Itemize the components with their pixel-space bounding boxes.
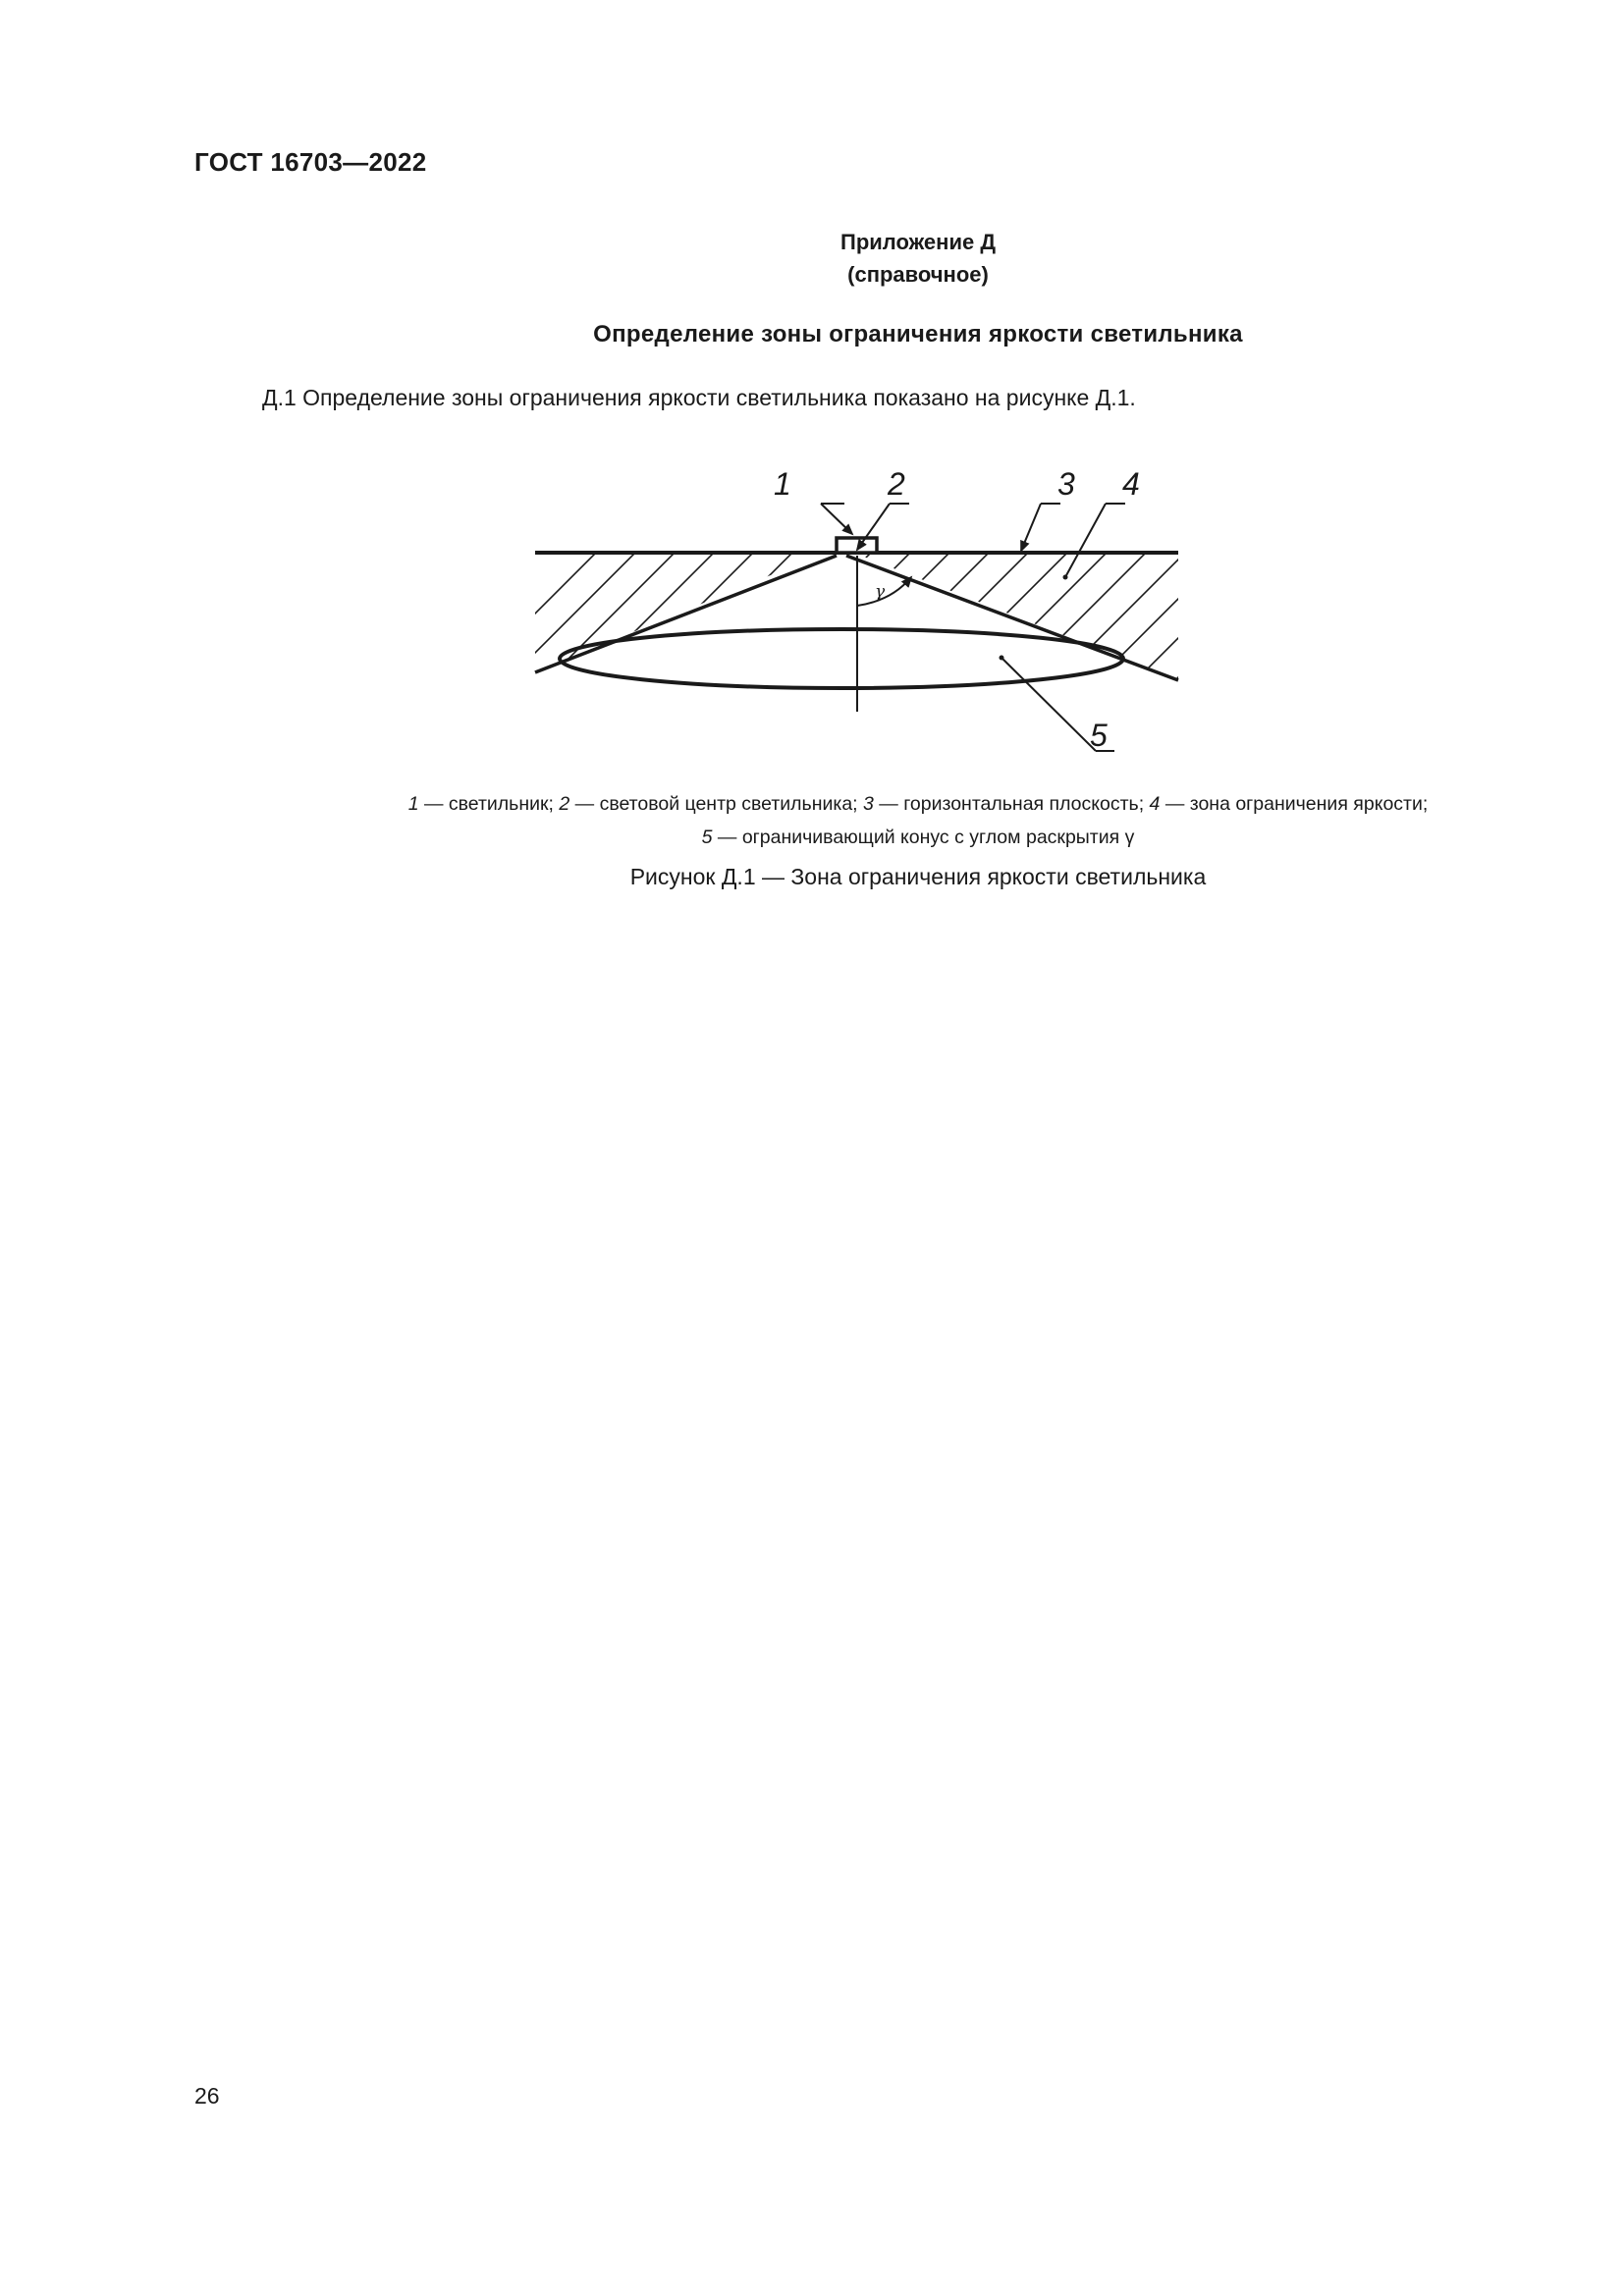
cone-left-line [535,556,837,672]
legend-num: 2 [559,793,570,815]
callout-4: 4 [1122,466,1140,502]
legend-text: — светильник; [418,793,560,815]
callout-1: 1 [774,466,791,502]
luminaire-box [837,538,877,553]
figure-legend [0,787,1624,854]
angle-gamma-symbol: γ [875,582,886,602]
legend-line-1 [212,787,1624,821]
body-paragraph: Д.1 Определение зоны ограничения яркости светильника показано на рисунке Д.1. [262,385,1136,410]
legend-text: — световой центр светильника; [569,793,864,815]
legend-num: 3 [863,793,874,815]
leader-dot-cone [1000,656,1004,661]
annex-heading [0,226,1624,291]
legend-text: — ограничивающий конус с углом раскрытия γ [712,827,1135,848]
legend-num: 5 [701,827,713,848]
callout-3: 3 [1057,466,1075,502]
leader-dot-zone [1063,575,1068,580]
section-title: Определение зоны ограничения яркости светильника [593,321,1243,347]
page-number: 26 [194,2083,220,2109]
document-code: ГОСТ 16703—2022 [194,147,427,177]
callout-2: 2 [888,466,905,502]
cone-right-line [846,556,1178,680]
legend-text: — горизонтальная плоскость; [873,793,1150,815]
callout-5: 5 [1090,718,1108,753]
legend-num: 4 [1149,793,1161,815]
figure-d1-diagram [520,452,1208,766]
figure-caption: Рисунок Д.1 — Зона ограничения яркости светильника [629,864,1207,889]
legend-line-2 [212,821,1624,854]
annex-title: Приложение Д [840,230,996,254]
legend-num: 1 [407,793,419,815]
limiting-cone-ellipse [560,629,1123,688]
annex-subtitle: (справочное) [847,262,989,287]
legend-text: — зона ограничения яркости; [1160,793,1429,815]
